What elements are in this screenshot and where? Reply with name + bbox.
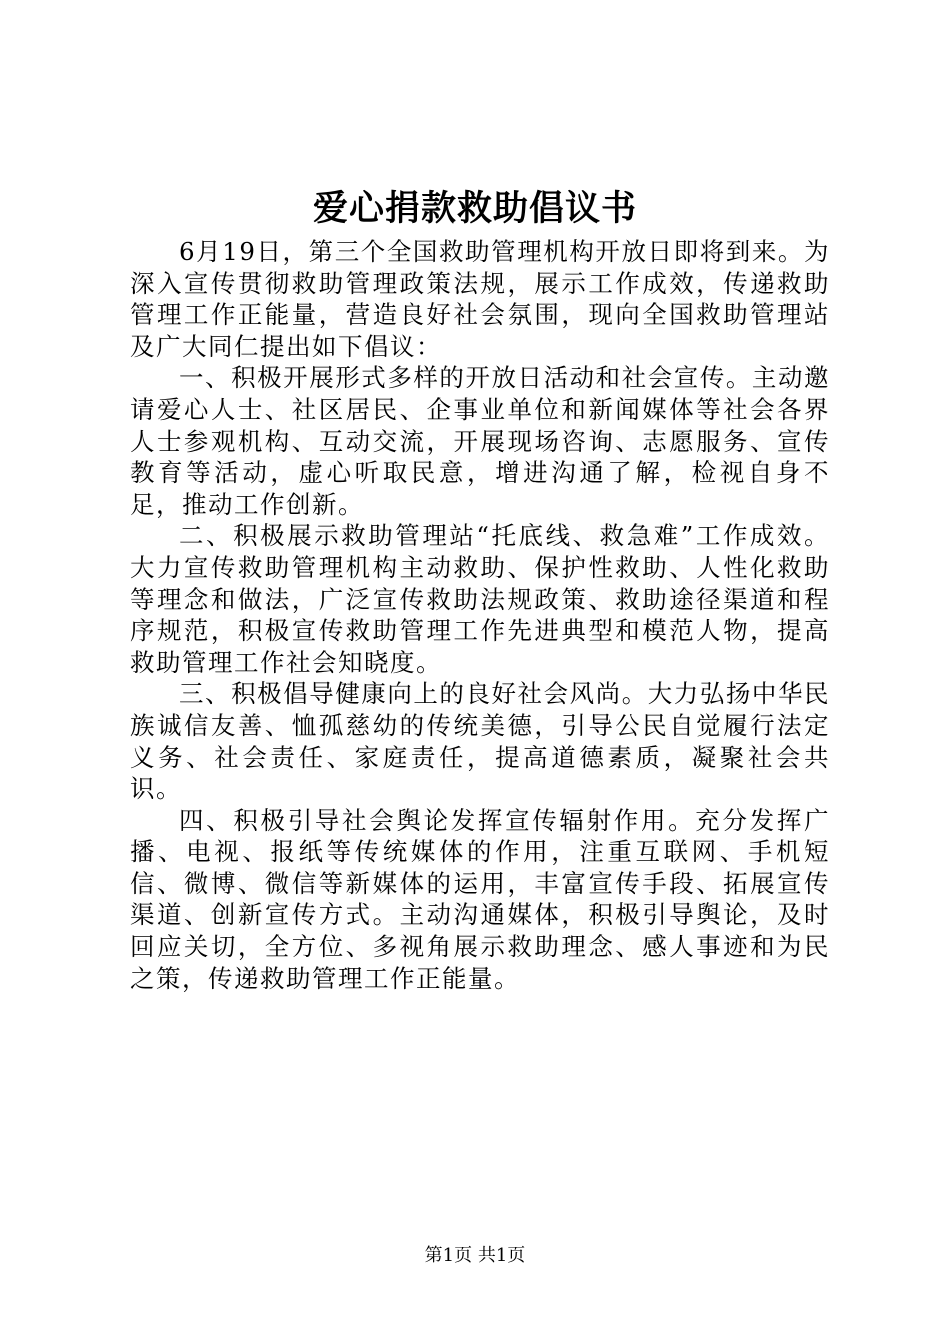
paragraph-item-1: 一、积极开展形式多样的开放日活动和社会宣传。主动邀请爱心人士、社区居民、企事业单位和新闻媒体等社会各界人士参观机构、互动交流，开展现场咨询、志愿服务、宣传教育等活动，虚心听取民意，增进沟通了解，检视自身不足，推动工作创新。 [130, 363, 830, 519]
document-title: 爱心捐款救助倡议书 [312, 188, 637, 229]
paragraph-intro: 6月19日，第三个全国救助管理机构开放日即将到来。为深入宣传贯彻救助管理政策法规，展示工作成效，传递救助管理工作正能量，营造良好社会氛围，现向全国救助管理站及广大同仁提出如下倡议： [130, 237, 830, 361]
document-body [130, 236, 830, 994]
page-footer: 第1页 共1页 [424, 1245, 526, 1266]
paragraph-item-4: 四、积极引导社会舆论发挥宣传辐射作用。充分发挥广播、电视、报纸等传统媒体的作用，注重互联网、手机短信、微博、微信等新媒体的运用，丰富宣传手段、拓展宣传渠道、创新宣传方式。主动沟通媒体，积极引导舆论，及时回应关切，全方位、多视角展示救助理念、感人事迹和为民之策，传递救助管理工作正能量。 [130, 805, 830, 993]
paragraph-item-2: 二、积极展示救助管理站“托底线、救急难”工作成效。大力宣传救助管理机构主动救助、保护性救助、人性化救助等理念和做法，广泛宣传救助法规政策、救助途径渠道和程序规范，积极宣传救助管理工作先进典型和模范人物，提高救助管理工作社会知晓度。 [130, 521, 830, 677]
paragraph-item-3: 三、积极倡导健康向上的良好社会风尚。大力弘扬中华民族诚信友善、恤孤慈幼的传统美德，引导公民自觉履行法定义务、社会责任、家庭责任，提高道德素质，凝聚社会共识。 [130, 679, 830, 804]
